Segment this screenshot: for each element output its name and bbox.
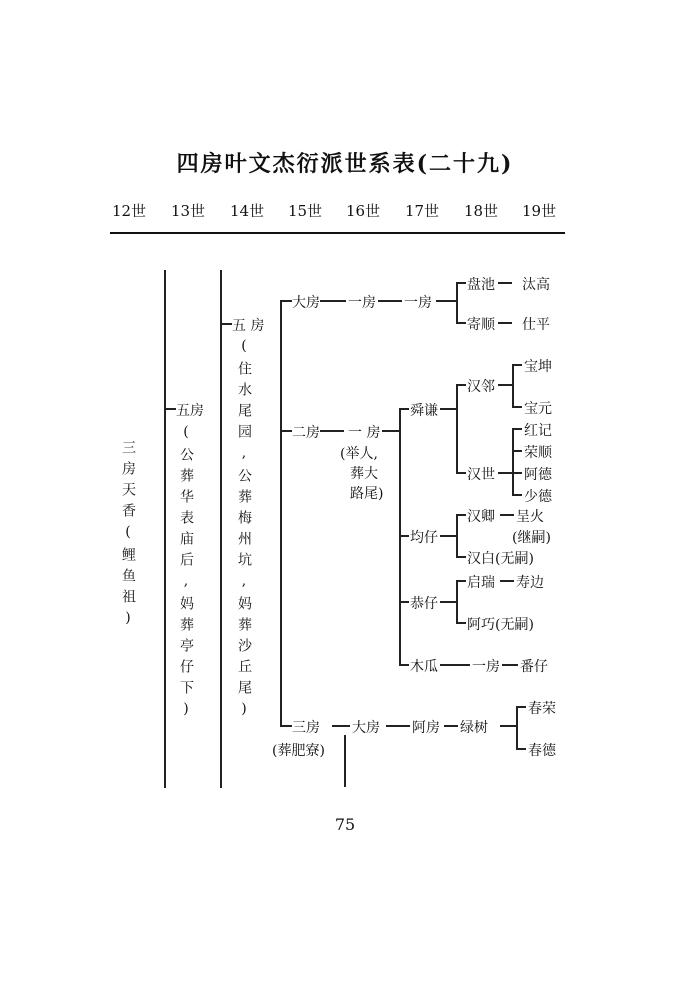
gen-header-17: 17世 <box>405 202 440 220</box>
gen19-hongji: 红记 <box>524 423 552 439</box>
gen19-baokun: 宝坤 <box>524 359 552 375</box>
link-19e <box>500 580 514 582</box>
link-19c <box>498 472 512 474</box>
gen17-junzai: 均仔 <box>410 530 438 546</box>
gen15-branch-3: 三房 <box>292 720 320 736</box>
gen18-jishun: 寄顺 <box>467 317 495 333</box>
gen19-baoyuan: 宝元 <box>524 401 552 417</box>
link-17c <box>386 725 410 727</box>
link-19c3 <box>512 472 522 474</box>
link-19b <box>498 384 512 386</box>
gen13-note: (公葬华表庙后,妈葬亭仔下) <box>178 424 194 724</box>
header-rule <box>110 232 565 234</box>
link-17b4 <box>399 664 409 666</box>
link-19c4 <box>512 494 522 496</box>
link-18c1 <box>456 514 466 516</box>
link-18a2 <box>456 322 466 324</box>
link-18a <box>436 300 456 302</box>
link-17b <box>382 430 399 432</box>
gen17-mugua: 木瓜 <box>410 659 438 675</box>
link-18a1 <box>456 282 466 284</box>
gen16-branch-2-note-3: 路尾) <box>350 486 384 502</box>
gen18-hanlin: 汉邻 <box>467 379 495 395</box>
gen18-hanshi: 汉世 <box>467 467 495 483</box>
gen19-fanzai: 番仔 <box>520 659 548 675</box>
gen15-branch-1: 大房 <box>292 295 320 311</box>
link-19g1 <box>516 706 526 708</box>
link-19a1 <box>498 282 512 284</box>
gen15-branch-3-note: (葬肥寮) <box>272 743 325 759</box>
gen-header-13: 13世 <box>171 202 206 220</box>
gen19-chunrong: 春荣 <box>528 701 556 717</box>
branch-line-19c <box>516 706 518 748</box>
gen19-chenghuo-note: (继嗣) <box>512 530 551 546</box>
page-title: 四房叶文杰衍派世系表(二十九) <box>176 151 514 177</box>
gen18-hanbai: 汉白(无嗣) <box>467 551 534 567</box>
gen-header-12: 12世 <box>112 202 147 220</box>
gen15-branch-2: 二房 <box>292 425 320 441</box>
link-15a <box>280 300 292 302</box>
gen17-afang: 阿房 <box>412 720 440 736</box>
gen14-note: (住水尾园,公葬梅州坑,妈葬沙丘尾) <box>236 338 252 724</box>
gen19-taigao: 汰高 <box>522 277 550 293</box>
gen-header-16: 16世 <box>346 202 381 220</box>
link-19c1 <box>512 428 522 430</box>
link-15b <box>280 430 292 432</box>
branch-line-19b <box>512 428 514 494</box>
trunk-line-13 <box>164 270 166 788</box>
branch-line-18a <box>456 282 458 322</box>
link-19a2 <box>498 322 512 324</box>
gen16-branch-2-note-2: 葬大 <box>350 466 378 482</box>
branch-line-18b <box>456 384 458 472</box>
link-19g <box>500 725 516 727</box>
link-18d2 <box>456 622 466 624</box>
branch-line-19a <box>512 364 514 406</box>
gen17-branch-1: 一房 <box>404 295 432 311</box>
gen-header-14: 14世 <box>230 202 265 220</box>
link-19b2 <box>512 406 522 408</box>
link-16a <box>320 300 346 302</box>
gen19-shoubian: 寿边 <box>516 575 544 591</box>
link-18e <box>440 664 470 666</box>
gen18-aqiao: 阿巧(无嗣) <box>467 617 534 633</box>
gen19-rongshun: 荣顺 <box>524 445 552 461</box>
gen-header-15: 15世 <box>288 202 323 220</box>
gen16-branch-2: 一 房 <box>348 425 381 441</box>
gen19-shaode: 少德 <box>524 489 552 505</box>
link-15c <box>280 725 292 727</box>
link-17b2 <box>399 535 409 537</box>
branch-line-15 <box>280 300 282 725</box>
link-17b3 <box>399 601 409 603</box>
branch-line-18d <box>456 580 458 622</box>
gen18-panchi: 盘池 <box>467 277 495 293</box>
gen16-branch-1: 一房 <box>348 295 376 311</box>
gen19-chenghuo: 呈火 <box>516 509 544 525</box>
link-18d <box>440 601 456 603</box>
gen13-label: 五房 <box>176 403 204 419</box>
link-18c2 <box>456 556 466 558</box>
link-19g2 <box>516 748 526 750</box>
link-16b <box>320 430 344 432</box>
page-number: 75 <box>334 815 356 834</box>
link-17a <box>378 300 402 302</box>
link-19b1 <box>512 364 522 366</box>
gen-header-18: 18世 <box>464 202 499 220</box>
gen16-branch-2-note-1: (举人, <box>340 446 378 462</box>
link-14 <box>220 323 232 325</box>
gen16-branch-3: 大房 <box>352 720 380 736</box>
link-13 <box>164 408 176 410</box>
gen19-ade: 阿德 <box>524 467 552 483</box>
gen19-shiping: 仕平 <box>522 317 550 333</box>
link-18d1 <box>456 580 466 582</box>
link-18f <box>444 725 458 727</box>
gen18-yifang: 一房 <box>472 659 500 675</box>
trunk-line-14 <box>220 270 222 788</box>
link-19f <box>502 664 518 666</box>
link-16c <box>332 725 350 727</box>
gen18-qirui: 启瑞 <box>467 575 495 591</box>
gen12-ancestor: 三房天香(鲤鱼祖) <box>120 440 136 633</box>
gen17-shunqian: 舜谦 <box>410 403 438 419</box>
branch-line-18c <box>456 514 458 556</box>
link-17b1 <box>399 408 409 410</box>
branch-line-16-tail <box>344 735 346 787</box>
link-18b <box>440 408 456 410</box>
link-18c <box>440 535 456 537</box>
gen19-chunde: 春德 <box>528 743 556 759</box>
gen14-label: 五 房 <box>232 318 265 334</box>
gen18-hanqing: 汉卿 <box>467 509 495 525</box>
gen-header-19: 19世 <box>522 202 557 220</box>
link-19d <box>500 514 514 516</box>
link-18b1 <box>456 384 466 386</box>
link-19c2 <box>512 450 522 452</box>
link-18b2 <box>456 472 466 474</box>
gen18-lvshu: 绿树 <box>460 720 488 736</box>
gen17-gongzai: 恭仔 <box>410 596 438 612</box>
